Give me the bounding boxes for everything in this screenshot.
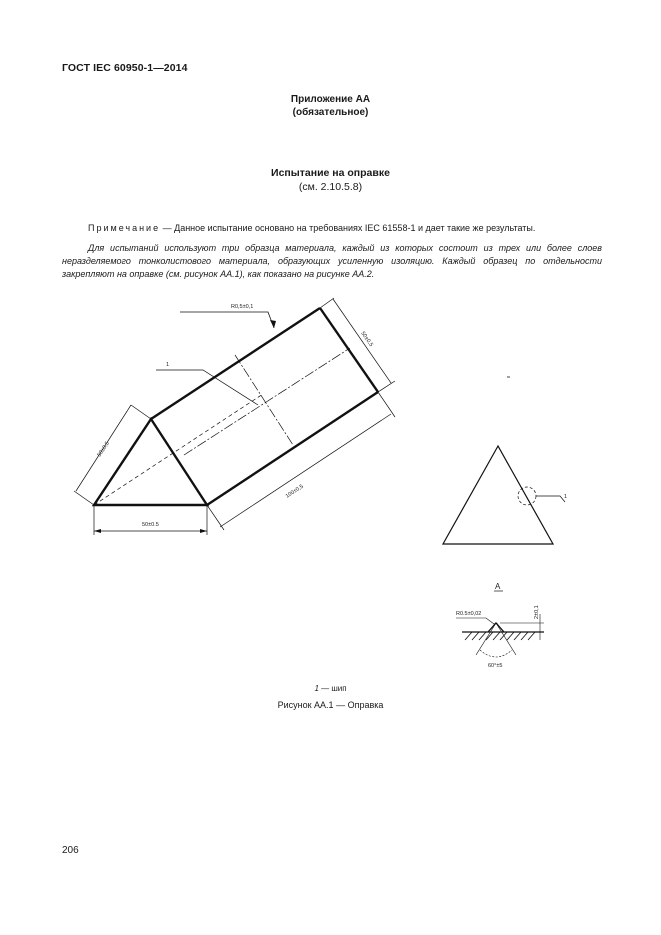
hidden-edge: [94, 394, 263, 505]
dim-side: [74, 405, 151, 505]
detail-view-label: A: [495, 582, 501, 591]
center-line-2: [235, 355, 293, 445]
detail-profile: [462, 623, 544, 632]
ridge-edge: [151, 308, 320, 419]
page-number: 206: [62, 845, 79, 856]
figure-title: Рисунок АА.1 — Оправка: [277, 700, 384, 710]
legend-number: 1: [314, 684, 319, 693]
dim-width-top-label: 50±0,5: [359, 330, 374, 348]
dim-width-top: [320, 298, 395, 392]
side-triangle: [443, 446, 553, 544]
leader-1-label: 1: [166, 362, 170, 368]
dim-length: [207, 392, 395, 530]
dim-length-label: 100±0,5: [284, 483, 305, 500]
detail-angle-label: 60°±5: [488, 663, 503, 669]
detail-circle: [518, 487, 536, 505]
section-reference: (см. 2.10.5.8): [298, 181, 363, 193]
leader-2-label: 1: [564, 494, 568, 500]
base-arrow-right: [200, 529, 207, 533]
radius-arrow: [270, 320, 276, 328]
section-title: Испытание на оправке: [271, 167, 390, 179]
detail-radius-leader: [456, 618, 494, 624]
leader-1: [156, 370, 258, 405]
dim-base: [94, 505, 207, 535]
base-arrow-left: [94, 529, 101, 533]
figure-legend: [0, 684, 661, 693]
dim-base-label: 50±0.5: [142, 522, 159, 528]
dim-side-label: 50±0,5: [96, 440, 111, 459]
center-line: [184, 348, 350, 455]
detail-height-label: 2±0,1: [534, 605, 540, 619]
document-header: ГОСТ IEC 60950-1—2014: [62, 62, 188, 74]
far-end-edge: [320, 308, 378, 392]
bottom-edge: [207, 392, 378, 505]
triangle-face: [94, 419, 207, 505]
mandrel-body: [94, 308, 378, 505]
detail-angle-dim: [476, 623, 516, 657]
detail-radius-label: R0.5±0,02: [456, 611, 482, 617]
leader-2: [536, 494, 568, 502]
radius-label: R0,5±0,1: [231, 304, 254, 310]
detail-hatching: [465, 632, 535, 640]
body-paragraph: Для испытаний используют три образца материала, каждый из которых состоит из трех или более слоев неразделяемого тонколистового материала, образующих усиленную изоляцию. Каждый образец по отдельности закрепляют на оправке (см. рисунок АА.1), как показано на рисунке АА.2.: [62, 243, 602, 279]
note-label: Примечание: [88, 223, 161, 233]
note-text: — Данное испытание основано на требованиях IEC 61558-1 и дает такие же результаты.: [160, 223, 536, 233]
legend-text: — шип: [318, 684, 347, 693]
annex-title: Приложение АА: [290, 94, 371, 105]
annex-status: (обязательное): [292, 107, 369, 118]
radius-leader: [180, 312, 274, 328]
